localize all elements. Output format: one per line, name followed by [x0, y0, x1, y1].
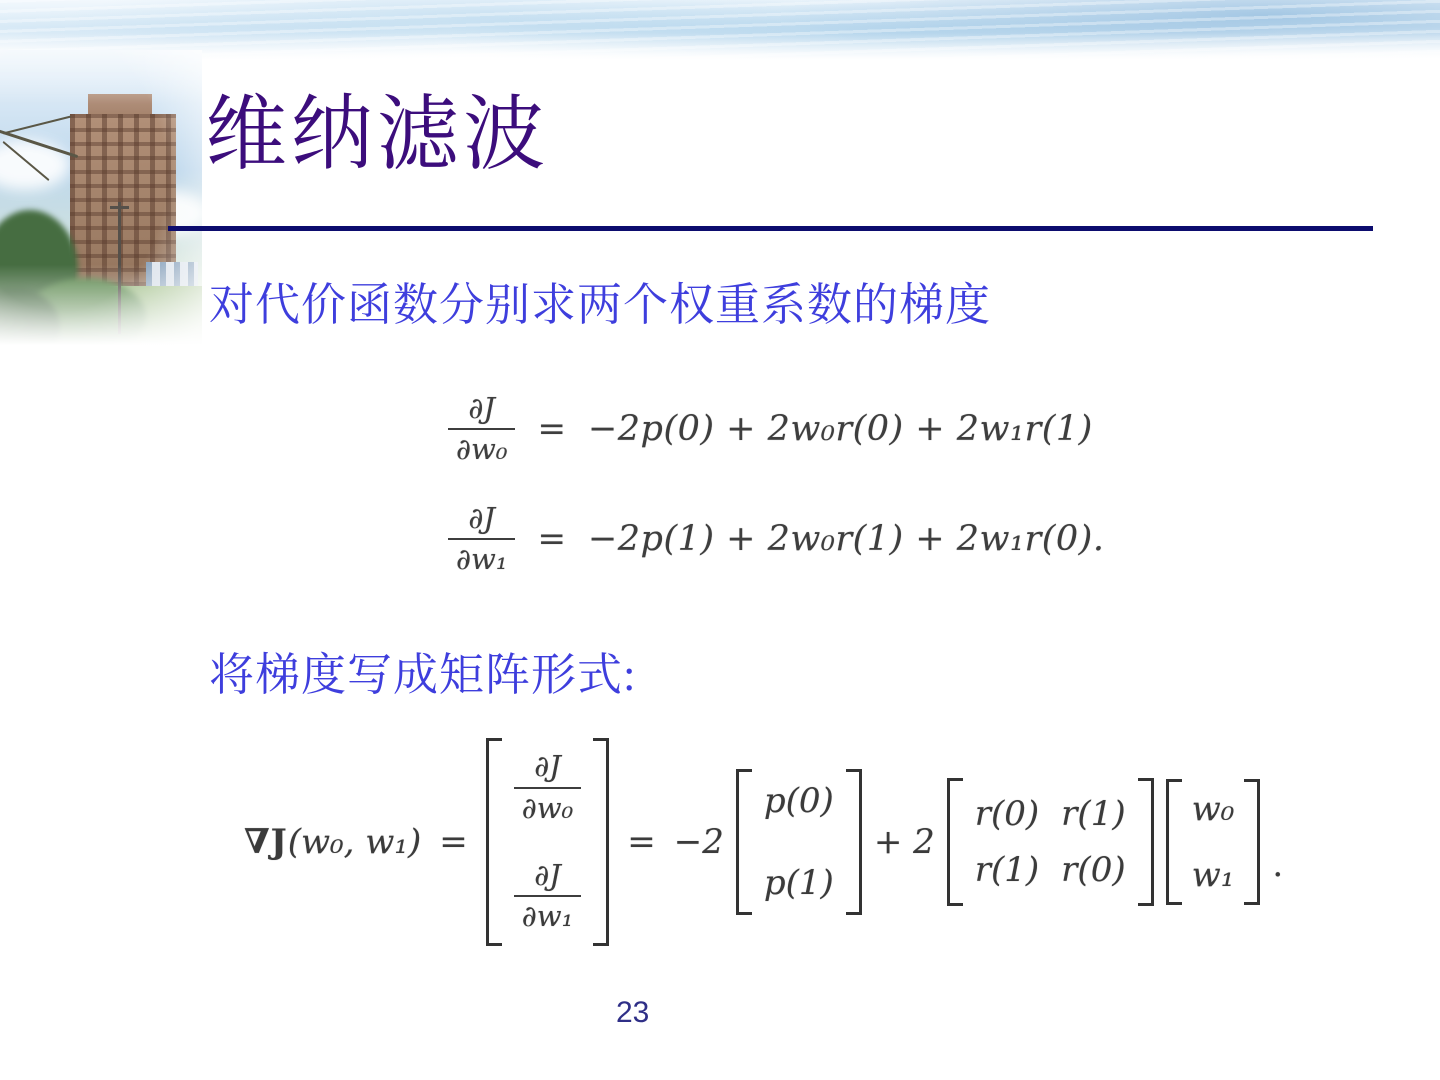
equals-sign: = [439, 822, 468, 862]
matrix-cell: r(1) [974, 850, 1040, 890]
equation-rhs: −2p(0) + 2w₀r(0) + 2w₁r(1) [587, 409, 1093, 450]
fraction-dj-dw0 [448, 392, 515, 467]
equation-dj-dw1 [448, 502, 1104, 577]
p-vector [736, 769, 862, 915]
left-bracket [1166, 779, 1182, 905]
gradient-args: (w₀, w₁) [287, 822, 422, 862]
vector-cell: p(0) [763, 781, 834, 821]
matrix-cell: r(0) [1061, 850, 1126, 890]
right-bracket [846, 769, 862, 915]
vector-cell: w₁ [1191, 855, 1235, 895]
slide-title: 维纳滤波 [205, 89, 550, 180]
fraction-denominator: ∂w₀ [514, 787, 581, 825]
w-vector-cells [1182, 779, 1245, 905]
gradient-vector-cells [502, 738, 593, 945]
trailing-period: . [1272, 845, 1284, 885]
right-bracket [1138, 778, 1154, 906]
vector-cell: p(1) [763, 863, 834, 903]
left-bracket [947, 778, 963, 906]
equation-dj-dw0 [448, 392, 1093, 467]
fraction-dj-dw1 [448, 502, 515, 577]
p-vector-cells [752, 769, 846, 915]
sky-banner-image [0, 0, 1440, 60]
page-number: 23 [616, 996, 650, 1029]
vector-cell: w₀ [1191, 789, 1235, 829]
fraction-numerator: ∂J [468, 391, 496, 425]
fraction-dj-dw0 [514, 750, 581, 825]
body-heading-matrix-form: 将梯度写成矩阵形式: [209, 650, 637, 700]
fraction-numerator: ∂J [534, 858, 561, 892]
w-vector [1166, 779, 1261, 905]
body-heading-gradient: 对代价函数分别求两个权重系数的梯度 [209, 280, 992, 330]
matrix-cell: r(1) [1061, 794, 1126, 834]
matrix-equation [244, 726, 1283, 958]
title-divider-line [168, 226, 1373, 231]
r-correlation-matrix [947, 778, 1154, 906]
gradient-vector [486, 738, 609, 945]
r-matrix-cells [963, 778, 1138, 906]
matrix-cell: r(0) [974, 794, 1040, 834]
fraction-numerator: ∂J [534, 749, 561, 784]
coefficient-minus-2: −2 [673, 822, 724, 862]
left-bracket [486, 738, 502, 945]
campus-photo [0, 50, 202, 348]
fraction-numerator: ∂J [468, 501, 496, 535]
right-bracket [1244, 779, 1260, 905]
photo-fade-overlay [0, 50, 202, 348]
equals-sign: = [627, 822, 656, 862]
equals-sign: = [537, 519, 566, 560]
nabla-j-symbol: ∇J [244, 822, 288, 862]
equals-sign: = [537, 409, 566, 450]
equation-rhs: −2p(1) + 2w₀r(1) + 2w₁r(0). [587, 519, 1105, 560]
left-bracket [736, 769, 752, 915]
fraction-denominator: ∂w₁ [514, 895, 581, 933]
fraction-denominator: ∂w₁ [448, 538, 515, 576]
gradient-lhs [244, 822, 421, 862]
fraction-denominator: ∂w₀ [448, 428, 515, 466]
right-bracket [593, 738, 609, 945]
coefficient-plus-2: + 2 [873, 822, 935, 862]
fraction-dj-dw1 [514, 859, 581, 934]
